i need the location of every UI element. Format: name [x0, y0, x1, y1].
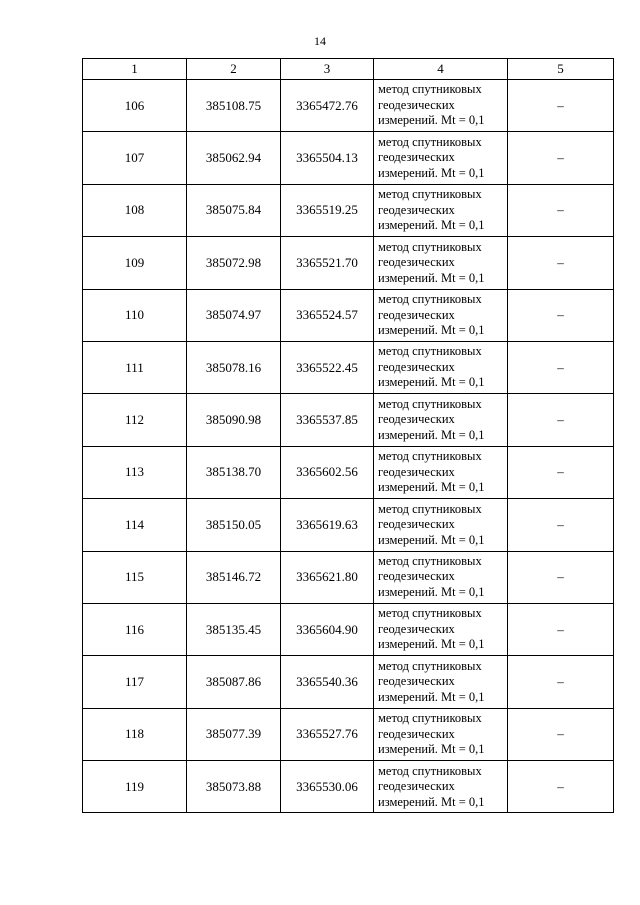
point-number-cell: 115 [83, 551, 187, 603]
point-number-cell: 119 [83, 761, 187, 813]
point-number-cell: 112 [83, 394, 187, 446]
point-number-cell: 117 [83, 656, 187, 708]
column-header-2: 2 [187, 59, 281, 80]
method-line: метод спутниковых [378, 239, 482, 254]
table-row [83, 761, 614, 813]
table-row [83, 551, 614, 603]
note-cell: – [508, 184, 614, 236]
method-line: измерений. Mt = 0,1 [378, 165, 485, 180]
method-line: измерений. Mt = 0,1 [378, 375, 485, 390]
note-cell: – [508, 603, 614, 655]
y-coordinate-cell: 3365540.36 [281, 656, 374, 708]
column-header-3: 3 [281, 59, 374, 80]
y-coordinate-cell: 3365519.25 [281, 184, 374, 236]
x-coordinate-cell: 385075.84 [187, 184, 281, 236]
x-coordinate-cell: 385090.98 [187, 394, 281, 446]
table-row [83, 341, 614, 393]
point-number-cell: 113 [83, 446, 187, 498]
x-coordinate-cell: 385108.75 [187, 80, 281, 132]
method-line: геодезических [378, 464, 455, 479]
table-row [83, 499, 614, 551]
method-cell [374, 132, 508, 184]
method-line: измерений. Mt = 0,1 [378, 637, 485, 652]
method-line: геодезических [378, 779, 455, 794]
column-header-4: 4 [374, 59, 508, 80]
method-line: геодезических [378, 359, 455, 374]
note-cell: – [508, 80, 614, 132]
method-line: метод спутниковых [378, 501, 482, 516]
point-number-cell: 106 [83, 80, 187, 132]
y-coordinate-cell: 3365619.63 [281, 499, 374, 551]
point-number-cell: 114 [83, 499, 187, 551]
method-line: метод спутниковых [378, 711, 482, 726]
method-line: геодезических [378, 726, 455, 741]
y-coordinate-cell: 3365602.56 [281, 446, 374, 498]
method-line: измерений. Mt = 0,1 [378, 480, 485, 495]
method-line: геодезических [378, 517, 455, 532]
point-number-cell: 116 [83, 603, 187, 655]
y-coordinate-cell: 3365604.90 [281, 603, 374, 655]
column-header-5: 5 [508, 59, 614, 80]
method-line: геодезических [378, 621, 455, 636]
table-row [83, 132, 614, 184]
method-line: измерений. Mt = 0,1 [378, 584, 485, 599]
table-row [83, 289, 614, 341]
x-coordinate-cell: 385138.70 [187, 446, 281, 498]
method-line: геодезических [378, 150, 455, 165]
method-line: измерений. Mt = 0,1 [378, 218, 485, 233]
y-coordinate-cell: 3365522.45 [281, 341, 374, 393]
x-coordinate-cell: 385146.72 [187, 551, 281, 603]
x-coordinate-cell: 385087.86 [187, 656, 281, 708]
point-number-cell: 108 [83, 184, 187, 236]
coordinates-table [82, 58, 614, 813]
method-line: геодезических [378, 569, 455, 584]
method-line: метод спутниковых [378, 449, 482, 464]
method-line: геодезических [378, 674, 455, 689]
table-row [83, 184, 614, 236]
method-cell [374, 603, 508, 655]
method-line: измерений. Mt = 0,1 [378, 689, 485, 704]
note-cell: – [508, 289, 614, 341]
column-header-1: 1 [83, 59, 187, 80]
x-coordinate-cell: 385135.45 [187, 603, 281, 655]
method-cell [374, 499, 508, 551]
method-cell [374, 184, 508, 236]
method-line: метод спутниковых [378, 553, 482, 568]
table-row [83, 446, 614, 498]
x-coordinate-cell: 385078.16 [187, 341, 281, 393]
method-line: измерений. Mt = 0,1 [378, 270, 485, 285]
method-line: метод спутниковых [378, 396, 482, 411]
x-coordinate-cell: 385072.98 [187, 237, 281, 289]
point-number-cell: 110 [83, 289, 187, 341]
method-cell [374, 237, 508, 289]
y-coordinate-cell: 3365527.76 [281, 708, 374, 760]
method-cell [374, 341, 508, 393]
y-coordinate-cell: 3365537.85 [281, 394, 374, 446]
method-line: метод спутниковых [378, 606, 482, 621]
y-coordinate-cell: 3365524.57 [281, 289, 374, 341]
table-row [83, 237, 614, 289]
method-line: метод спутниковых [378, 82, 482, 97]
method-line: метод спутниковых [378, 134, 482, 149]
page-number: 14 [314, 34, 326, 48]
y-coordinate-cell: 3365504.13 [281, 132, 374, 184]
method-line: метод спутниковых [378, 658, 482, 673]
y-coordinate-cell: 3365521.70 [281, 237, 374, 289]
x-coordinate-cell: 385074.97 [187, 289, 281, 341]
note-cell: – [508, 237, 614, 289]
method-line: измерений. Mt = 0,1 [378, 794, 485, 809]
x-coordinate-cell: 385062.94 [187, 132, 281, 184]
method-cell [374, 394, 508, 446]
method-line: геодезических [378, 412, 455, 427]
table-row [83, 656, 614, 708]
table-header [83, 59, 614, 80]
table-row [83, 394, 614, 446]
method-cell [374, 289, 508, 341]
method-line: метод спутниковых [378, 292, 482, 306]
note-cell: – [508, 761, 614, 813]
x-coordinate-cell: 385077.39 [187, 708, 281, 760]
note-cell: – [508, 708, 614, 760]
method-line: измерений. Mt = 0,1 [378, 323, 485, 337]
method-cell [374, 761, 508, 813]
header-row [83, 59, 614, 80]
point-number-cell: 107 [83, 132, 187, 184]
point-number-cell: 111 [83, 341, 187, 393]
method-line: геодезических [378, 255, 455, 270]
note-cell: – [508, 446, 614, 498]
method-line: измерений. Mt = 0,1 [378, 742, 485, 757]
note-cell: – [508, 341, 614, 393]
method-line: метод спутниковых [378, 187, 482, 202]
table-row [83, 708, 614, 760]
note-cell: – [508, 656, 614, 708]
point-number-cell: 109 [83, 237, 187, 289]
y-coordinate-cell: 3365472.76 [281, 80, 374, 132]
table-body [83, 80, 614, 813]
y-coordinate-cell: 3365621.80 [281, 551, 374, 603]
method-cell [374, 80, 508, 132]
x-coordinate-cell: 385150.05 [187, 499, 281, 551]
note-cell: – [508, 499, 614, 551]
method-cell [374, 446, 508, 498]
method-line: метод спутниковых [378, 344, 482, 359]
x-coordinate-cell: 385073.88 [187, 761, 281, 813]
table-row [83, 603, 614, 655]
method-cell [374, 551, 508, 603]
method-line: измерений. Mt = 0,1 [378, 532, 485, 547]
method-cell [374, 708, 508, 760]
method-line: геодезических [378, 97, 455, 112]
y-coordinate-cell: 3365530.06 [281, 761, 374, 813]
method-line: геодезических [378, 202, 455, 217]
method-line: измерений. Mt = 0,1 [378, 427, 485, 442]
method-cell [374, 656, 508, 708]
table-row [83, 80, 614, 132]
point-number-cell: 118 [83, 708, 187, 760]
method-line: измерений. Mt = 0,1 [378, 113, 485, 128]
note-cell: – [508, 394, 614, 446]
note-cell: – [508, 132, 614, 184]
note-cell: – [508, 551, 614, 603]
method-line: геодезических [378, 307, 455, 322]
method-line: метод спутниковых [378, 763, 482, 778]
